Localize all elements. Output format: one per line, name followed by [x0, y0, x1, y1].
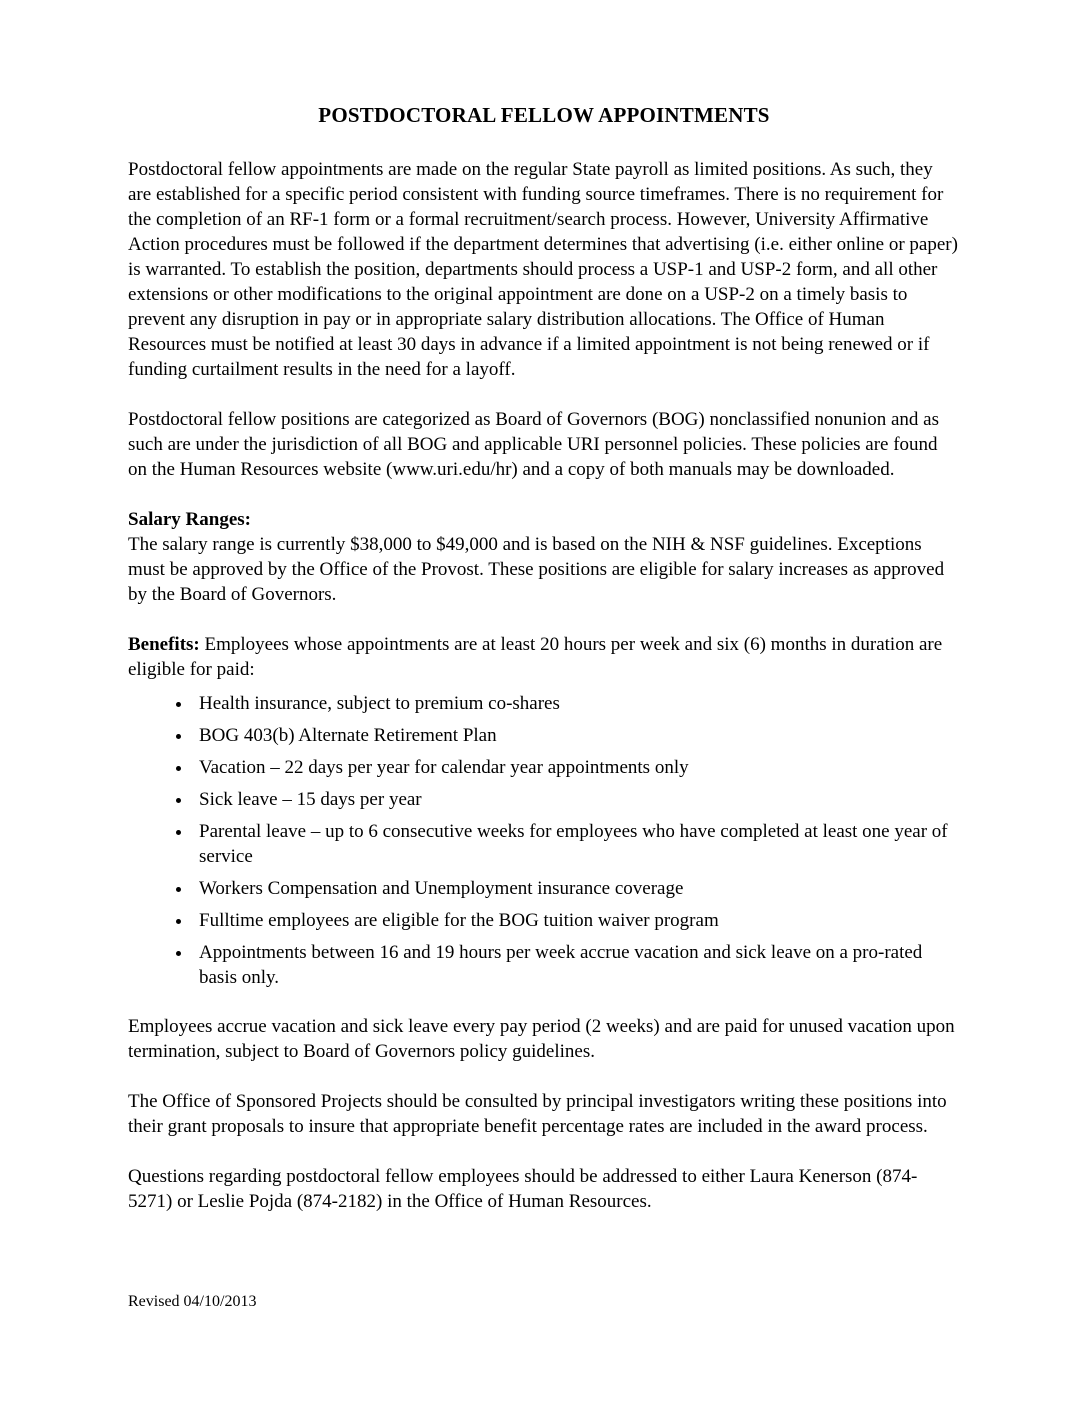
benefits-bullet-list: [128, 691, 960, 990]
benefits-intro-text: Employees whose appointments are at least 20 hours per week and six (6) months in duration are eligible for paid:: [128, 634, 943, 680]
benefits-label: Benefits:: [128, 634, 200, 655]
salary-ranges-body: The salary range is currently $38,000 to $49,000 and is based on the NIH & NSF guidelines. Exceptions must be approved by the Office of the Provost. These positions are eligible for salary increases as approved by the Board of Governors.: [128, 534, 945, 605]
salary-ranges-heading: Salary Ranges:: [128, 509, 251, 530]
bullet-item-retirement-plan: • BOG 403(b) Alternate Retirement Plan: [193, 723, 960, 748]
paragraph-intro: Postdoctoral fellow appointments are made on the regular State payroll as limited positions. As such, they are established for a specific period consistent with funding source timeframes. There is no requirement for the completion of an RF-1 form or a formal recruitment/search process. However, University Affirmative Action procedures must be followed if the department determines that advertising (i.e. either online or paper) is warranted. To establish the position, departments should process a USP-1 and USP-2 form, and all other extensions or other modifications to the original appointment are done on a USP-2 on a timely basis to prevent any disruption in pay or in appropriate salary distribution allocations. The Office of Human Resources must be notified at least 30 days in advance if a limited appointment is not being renewed or if funding curtailment results in the need for a layoff.: [128, 159, 958, 380]
paragraph-bog-policies: Postdoctoral fellow positions are categorized as Board of Governors (BOG) nonclassified nonunion and as such are under the jurisdiction of all BOG and applicable URI personnel policies. These policies are found on the Human Resources website (www.uri.edu/hr) and a copy of both manuals may be downloaded.: [128, 409, 939, 480]
paragraph-accrual-policy: Employees accrue vacation and sick leave every pay period (2 weeks) and are paid for unused vacation upon termination, subject to Board of Governors policy guidelines.: [128, 1016, 955, 1062]
bullet-item-tuition-waiver: • Fulltime employees are eligible for the BOG tuition waiver program: [193, 908, 960, 933]
page-title: POSTDOCTORAL FELLOW APPOINTMENTS: [318, 103, 770, 127]
bullet-item-parental-leave: • Parental leave – up to 6 consecutive weeks for employees who have completed at least one year of service: [193, 819, 960, 869]
revision-date: Revised 04/10/2013: [128, 1293, 257, 1310]
paragraph-contact-info: Questions regarding postdoctoral fellow employees should be addressed to either Laura Kenerson (874-5271) or Leslie Pojda (874-2182) in the Office of Human Resources.: [128, 1166, 918, 1212]
benefits-paragraph: [128, 632, 960, 682]
bullet-item-workers-comp: • Workers Compensation and Unemployment insurance coverage: [193, 876, 960, 901]
bullet-item-vacation: • Vacation – 22 days per year for calendar year appointments only: [193, 755, 960, 780]
bullet-item-health-insurance: • Health insurance, subject to premium co-shares: [193, 691, 960, 716]
bullet-item-prorated-accrual: • Appointments between 16 and 19 hours per week accrue vacation and sick leave on a pro-rated basis only.: [193, 940, 960, 990]
paragraph-sponsored-projects: The Office of Sponsored Projects should be consulted by principal investigators writing these positions into their grant proposals to insure that appropriate benefit percentage rates are included in the award process.: [128, 1091, 947, 1137]
bullet-item-sick-leave: • Sick leave – 15 days per year: [193, 787, 960, 812]
